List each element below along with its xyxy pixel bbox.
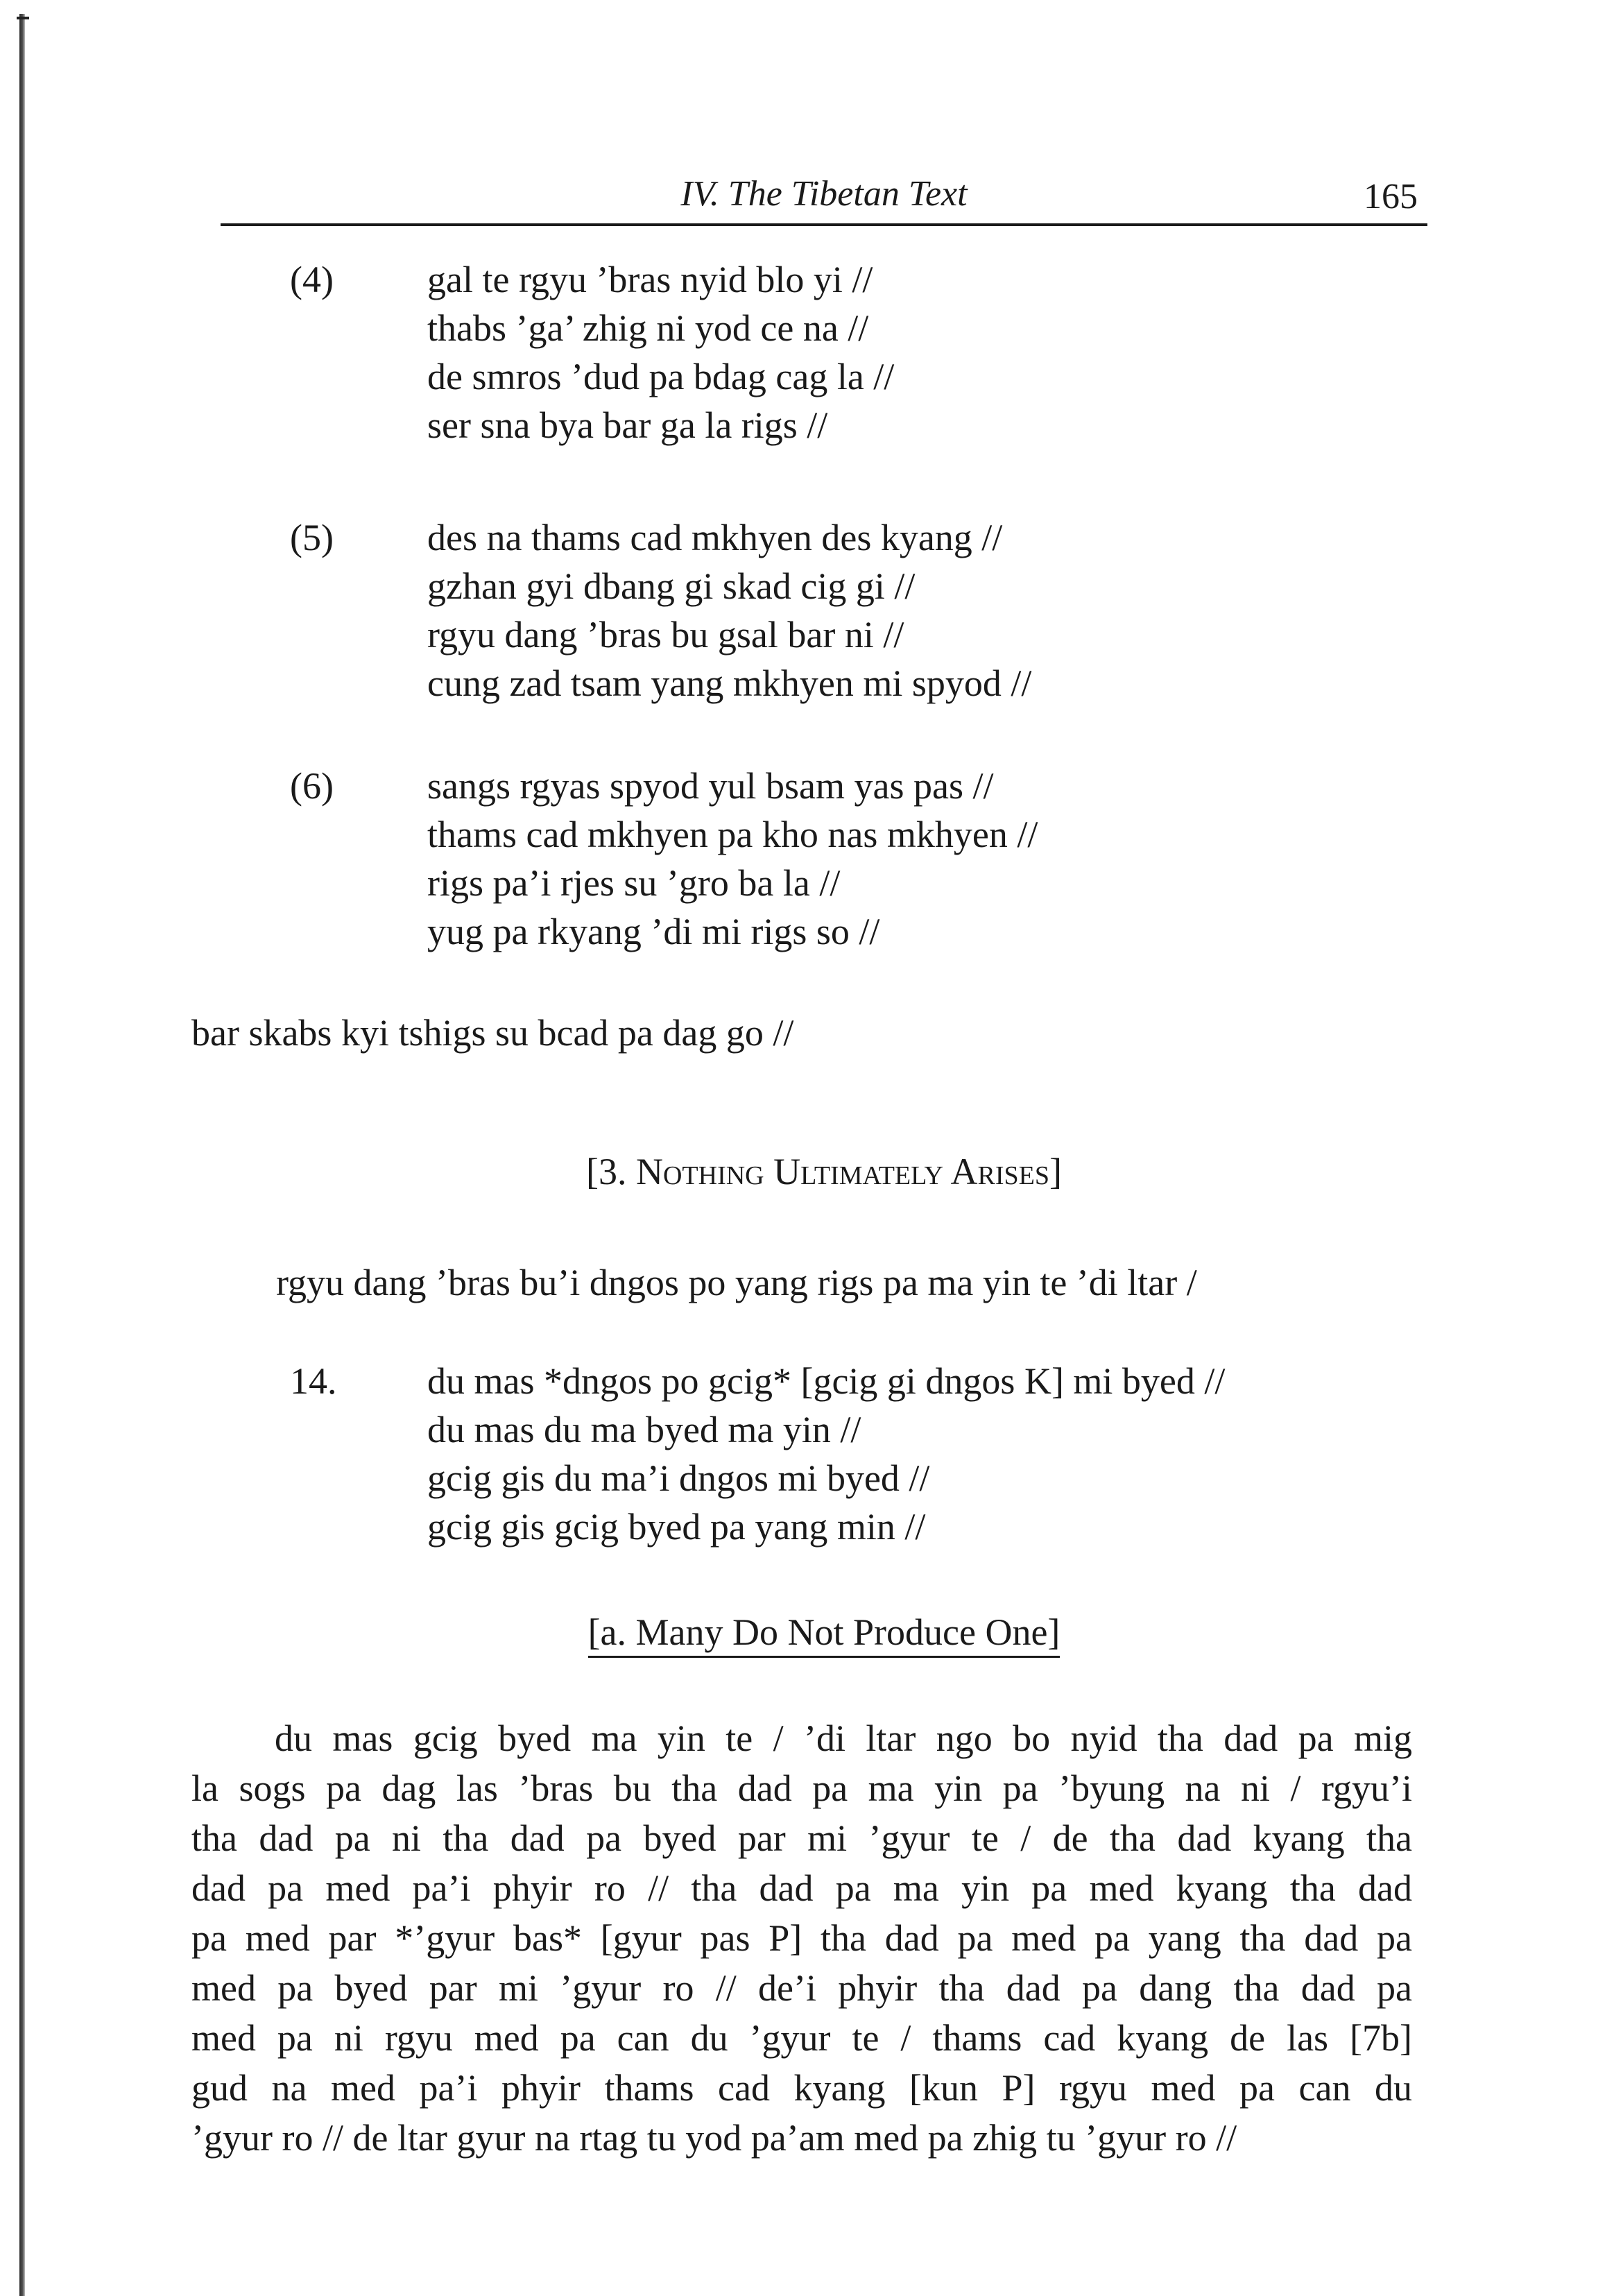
verse-line: gal te rgyu ’bras nyid blo yi // — [427, 259, 873, 300]
header-rule — [221, 223, 1427, 226]
verse-line: du mas *dngos po gcig* [gcig gi dngos K] mi byed // — [427, 1360, 1226, 1402]
paragraph-line: dad pa med pa’i phyir ro // tha dad pa ma yin pa med kyang tha dad — [191, 1867, 1412, 1909]
verse-line: thams cad mkhyen pa kho nas mkhyen // — [427, 814, 1038, 855]
paragraph-line: du mas gcig byed ma yin te / ’di ltar ngo bo nyid tha dad pa mig — [275, 1717, 1412, 1759]
verse-number: (4) — [290, 259, 334, 300]
verse-number: (6) — [290, 765, 334, 807]
verse-lines — [427, 513, 1469, 708]
subsection-heading — [221, 1611, 1427, 1654]
verse-block-5 — [290, 513, 1469, 708]
subsection-heading-text: [a. Many Do Not Produce One] — [588, 1611, 1060, 1658]
verse-line: gzhan gyi dbang gi skad cig gi // — [427, 565, 916, 607]
body-paragraph — [191, 1713, 1412, 2163]
verse-line: rigs pa’i rjes su ’gro ba la // — [427, 862, 841, 904]
paragraph-line: tha dad pa ni tha dad pa byed par mi ’gyur te / de tha dad kyang tha — [191, 1817, 1412, 1859]
verse-line: yug pa rkyang ’di mi rigs so // — [427, 911, 880, 952]
verse-line: des na thams cad mkhyen des kyang // — [427, 517, 1003, 558]
paragraph-line: med pa byed par mi ’gyur ro // de’i phyir tha dad pa dang tha dad pa — [191, 1967, 1412, 2009]
paragraph-line: la sogs pa dag las ’bras bu tha dad pa ma yin pa ’byung na ni / rgyu’i — [191, 1767, 1412, 1809]
verse-line: sangs rgyas spyod yul bsam yas pas // — [427, 765, 994, 807]
verse-line: de smros ’dud pa bdag cag la // — [427, 356, 895, 397]
verse-number: 14. — [290, 1360, 337, 1402]
verse-block-14 — [290, 1357, 1469, 1551]
verse-number: (5) — [290, 517, 334, 558]
verse-line: du mas du ma byed ma yin // — [427, 1409, 861, 1450]
scan-binding-edge — [19, 14, 25, 2296]
page-number: 165 — [1364, 177, 1418, 216]
paragraph-line: ’gyur ro // de ltar gyur na rtag tu yod pa’am med pa zhig tu ’gyur ro // — [191, 2117, 1237, 2159]
verse-block-4 — [290, 255, 1469, 449]
verse-line: rgyu dang ’bras bu gsal bar ni // — [427, 614, 904, 656]
verse-line: gcig gis du ma’i dngos mi byed // — [427, 1457, 930, 1499]
running-title: IV. The Tibetan Text — [680, 174, 968, 214]
paragraph-line: med pa ni rgyu med pa can du ’gyur te / thams cad kyang de las [7b] — [191, 2017, 1412, 2059]
verse-line: gcig gis gcig byed pa yang min // — [427, 1506, 926, 1548]
scan-edge-mark — [17, 17, 29, 19]
verse-line: thabs ’ga’ zhig ni yod ce na // — [427, 307, 869, 349]
section-intro: rgyu dang ’bras bu’i dngos po yang rigs pa ma yin te ’di ltar / — [276, 1262, 1197, 1303]
verse-line: ser sna bya bar ga la rigs // — [427, 404, 828, 446]
section-heading: [3. Nothing Ultimately Arises] — [586, 1151, 1062, 1192]
paragraph-line: gud na med pa’i phyir thams cad kyang [kun P] rgyu med pa can du — [191, 2067, 1412, 2109]
verse-lines — [427, 762, 1469, 956]
verse-lines — [427, 1357, 1469, 1551]
verse-block-6 — [290, 762, 1469, 956]
verse-lines — [427, 255, 1469, 449]
closing-line: bar skabs kyi tshigs su bcad pa dag go // — [191, 1012, 794, 1054]
running-head — [221, 166, 1427, 222]
verse-line: cung zad tsam yang mkhyen mi spyod // — [427, 662, 1032, 704]
paragraph-line: pa med par *’gyur bas* [gyur pas P] tha dad pa med pa yang tha dad pa — [191, 1917, 1412, 1959]
